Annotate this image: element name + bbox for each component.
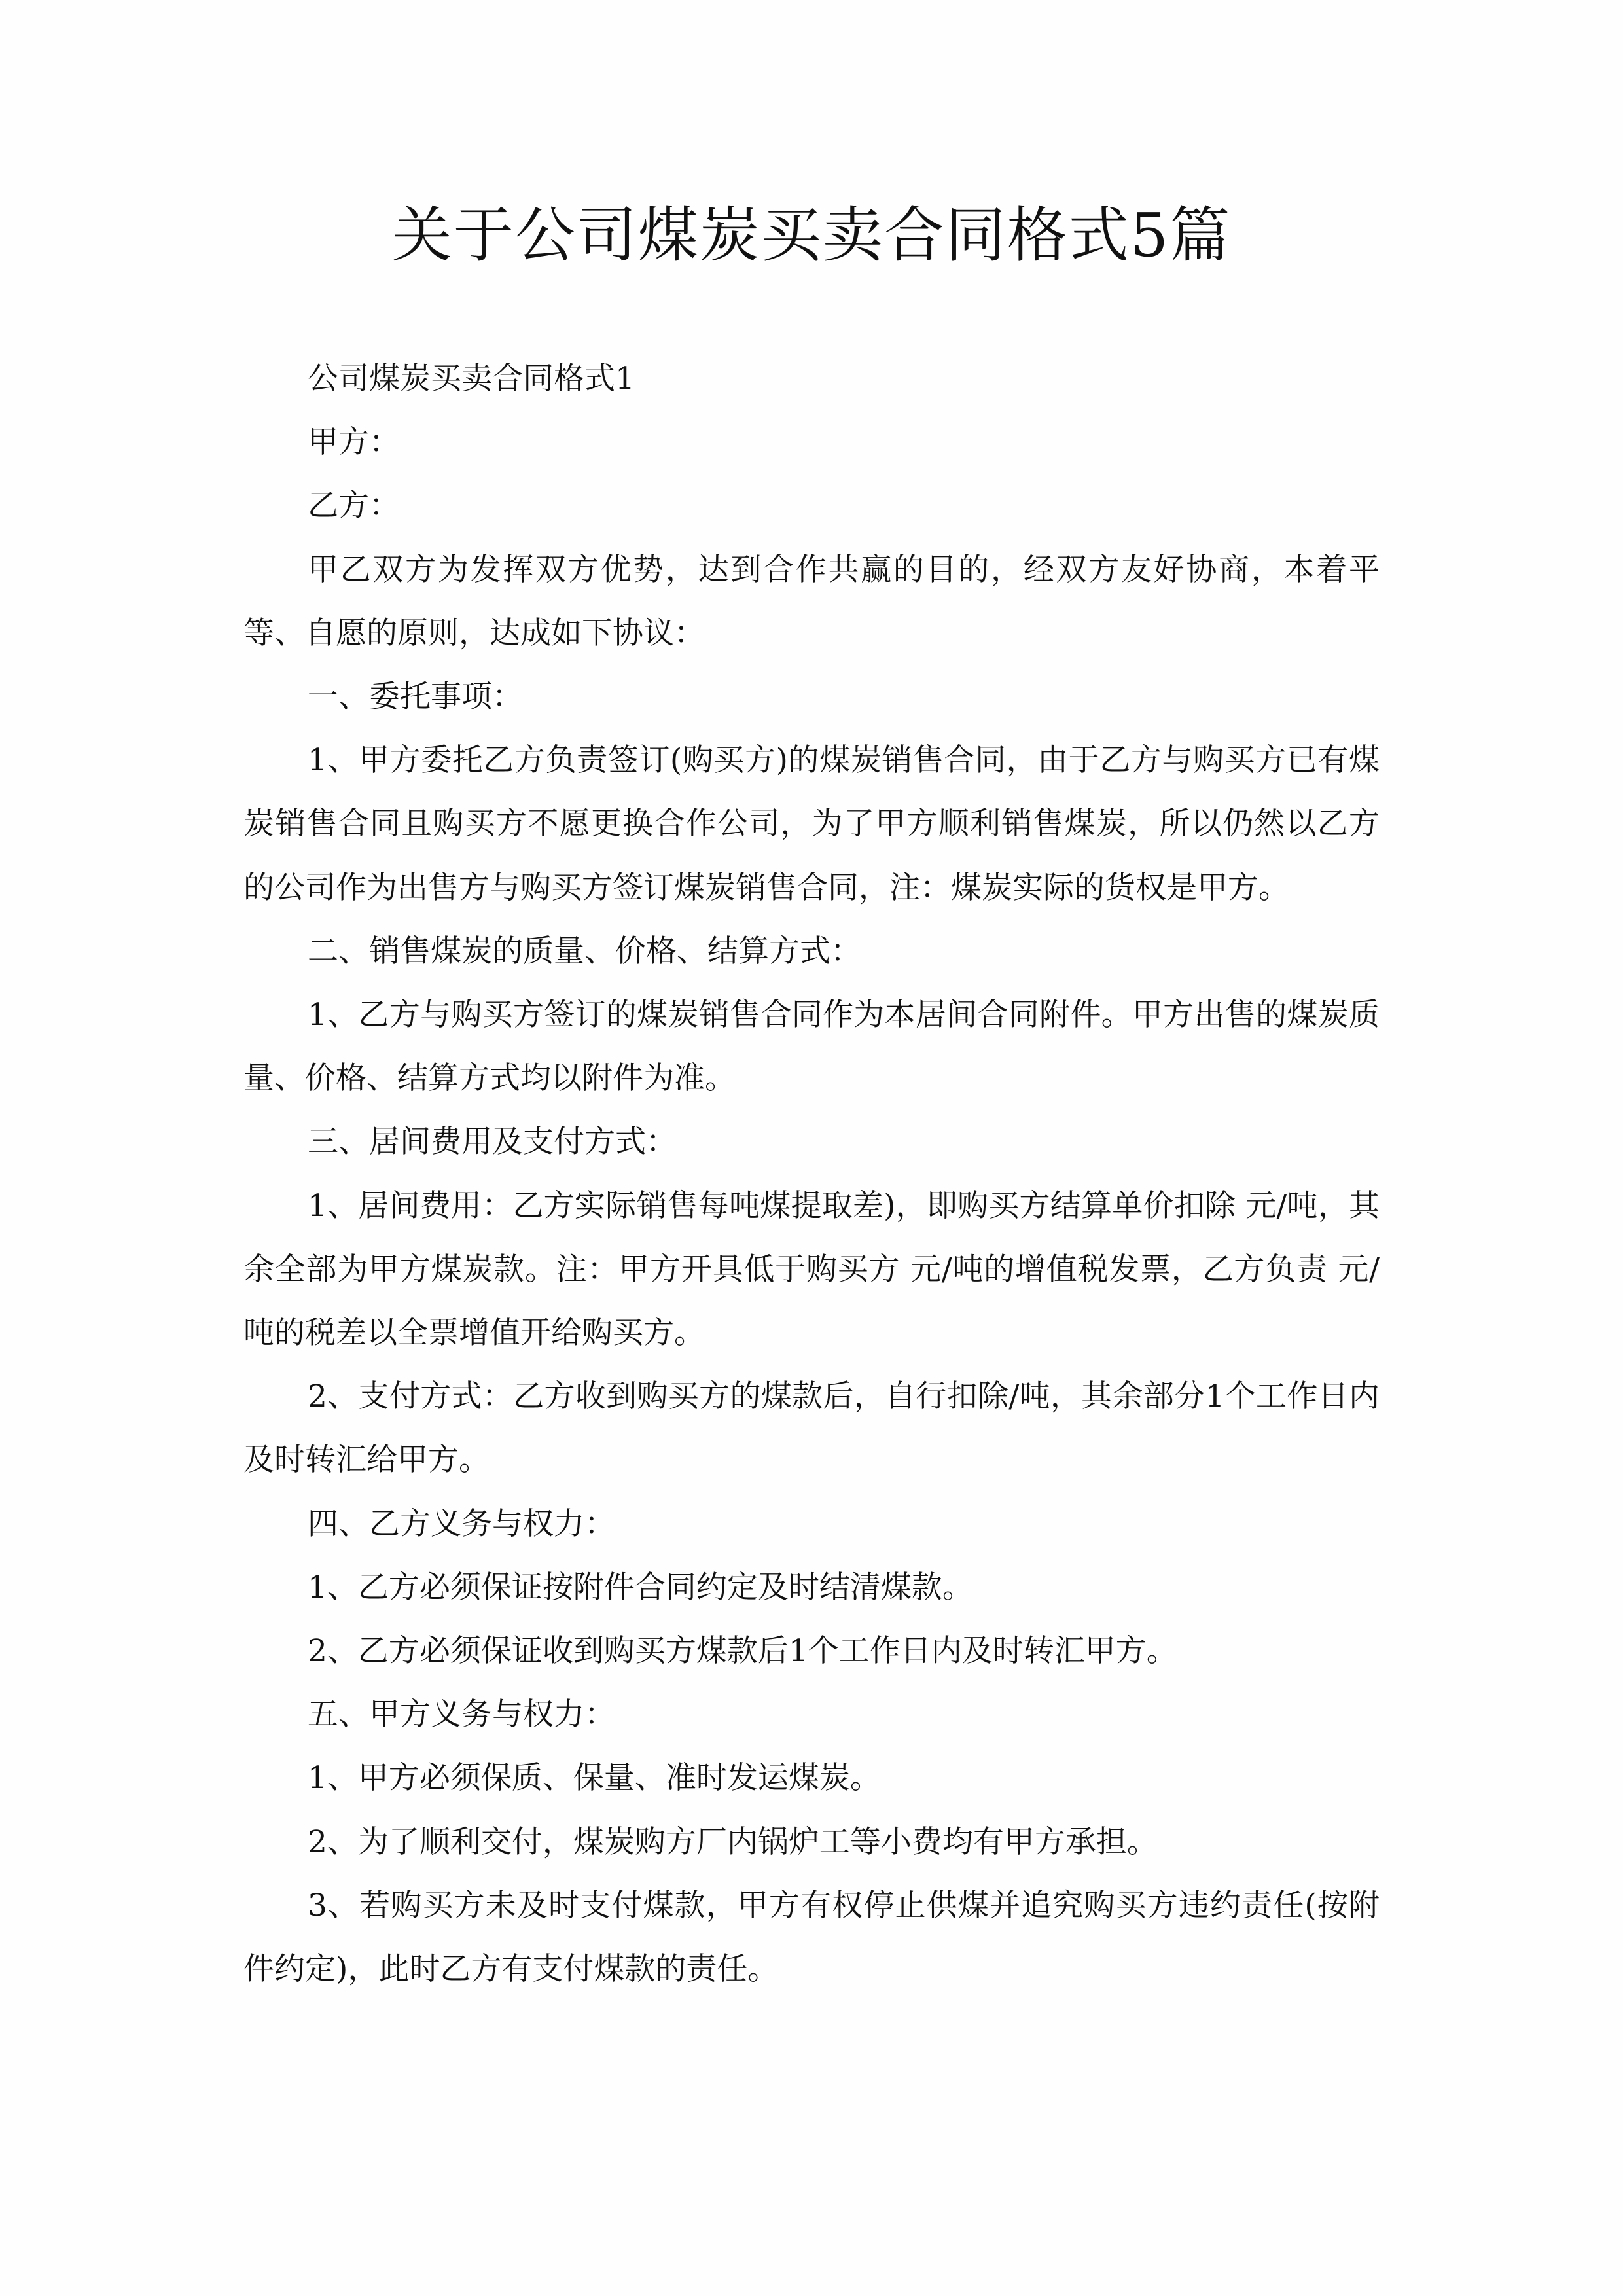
party-a-label: 甲方： (308, 424, 400, 461)
clause-5-item-1: 1、甲方必须保质、保量、准时发运煤炭。 (308, 1760, 881, 1797)
clause-1-item-1: 1、甲方委托乙方负责签订(购买方)的煤炭销售合同，由于乙方与购买方已有煤炭销售合同且购买方不愿更换合作公司，为了甲方顺利销售煤炭，所以仍然以乙方的公司作为出售方与购买方签订煤炭销售合同，注：煤炭实际的货权是甲方。 (243, 742, 1380, 906)
clause-4-item-2: 2、乙方必须保证收到购买方煤款后1个工作日内及时转汇甲方。 (308, 1633, 1177, 1670)
document-body (243, 347, 1380, 2001)
section-heading-contract-1: 公司煤炭买卖合同格式1 (308, 361, 635, 397)
clause-2-item-1: 1、乙方与购买方签订的煤炭销售合同作为本居间合同附件。甲方出售的煤炭质量、价格、结算方式均以附件为准。 (243, 997, 1380, 1097)
clause-3-item-1: 1、居间费用：乙方实际销售每吨煤提取差)，即购买方结算单价扣除 元/吨，其余全部为甲方煤炭款。注：甲方开具低于购买方 元/吨的增值税发票，乙方负责 元/吨的税差以全票增值开给购买方。 (243, 1187, 1380, 1352)
clause-5-item-3: 3、若购买方未及时支付煤款，甲方有权停止供煤并追究购买方违约责任(按附件约定)，此时乙方有支付煤款的责任。 (243, 1887, 1380, 1988)
clause-heading-1: 一、委托事项： (308, 679, 523, 715)
document-title: 关于公司煤炭买卖合同格式5篇 (391, 200, 1232, 270)
clause-heading-2: 二、销售煤炭的质量、价格、结算方式： (308, 933, 861, 969)
clause-4-item-1: 1、乙方必须保证按附件合同约定及时结清煤款。 (308, 1569, 973, 1605)
party-b-label: 乙方： (308, 488, 400, 524)
clause-heading-3: 三、居间费用及支付方式： (308, 1124, 677, 1160)
clause-heading-5: 五、甲方义务与权力： (308, 1696, 615, 1733)
preamble-paragraph: 甲乙双方为发挥双方优势，达到合作共赢的目的，经双方友好协商，本着平等、自愿的原则，达成如下协议： (243, 551, 1380, 651)
clause-3-item-2: 2、支付方式：乙方收到购买方的煤款后，自行扣除/吨，其余部分1个工作日内及时转汇给甲方。 (243, 1378, 1380, 1479)
clause-5-item-2: 2、为了顺利交付，煤炭购方厂内锅炉工等小费均有甲方承担。 (308, 1823, 1158, 1860)
clause-heading-4: 四、乙方义务与权力： (308, 1505, 615, 1542)
